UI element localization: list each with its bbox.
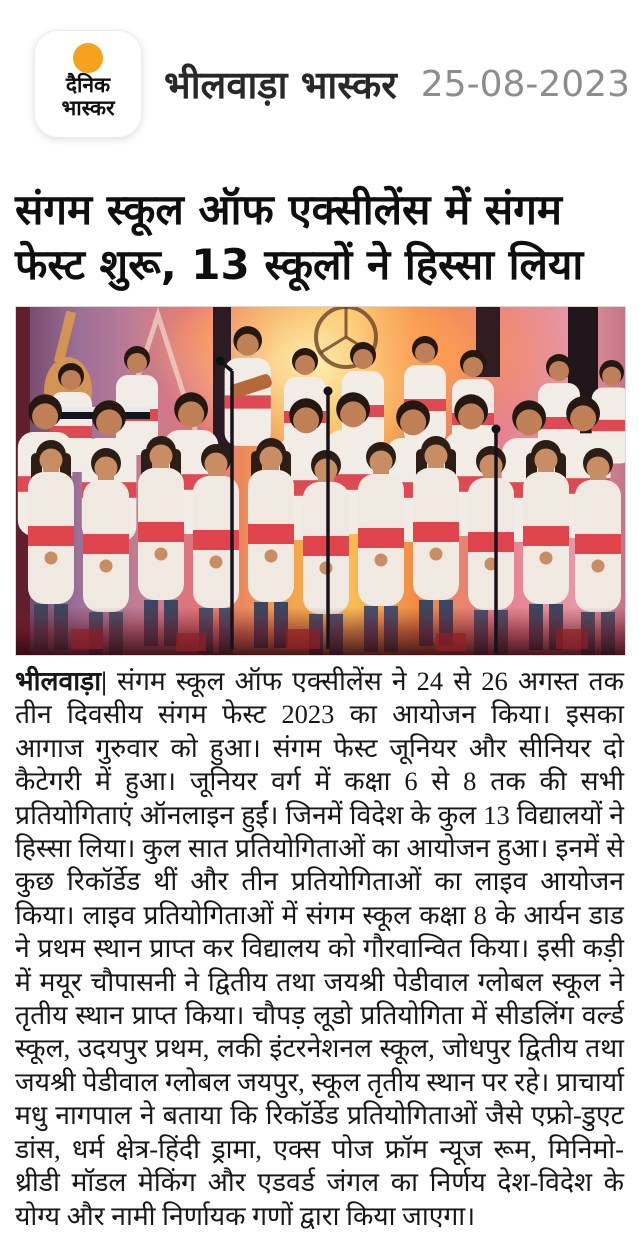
edition-title: भीलवाड़ा भास्कर (164, 63, 397, 107)
sun-icon (73, 43, 103, 73)
publication-date: 25-08-2023 (420, 63, 630, 105)
article-photo[interactable] (15, 306, 626, 656)
logo-text-line2: भास्कर (61, 96, 115, 120)
article-photo-container (15, 306, 624, 656)
photo-stage-floor (16, 607, 625, 655)
article-headline (15, 182, 624, 292)
app-header (0, 0, 639, 138)
article-body (15, 665, 624, 1233)
headline-line-2: फेस्ट शुरू, 13 स्कूलों ने हिस्सा लिया (15, 240, 584, 289)
logo-text-line1: दैनिक (65, 73, 111, 97)
article-body-text: संगम स्कूल ऑफ एक्सीलेंस ने 24 से 26 अगस्त तक तीन दिवसीय संगम फेस्ट 2023 का आयोजन किया। इसका आगाज गुरुवार को हुआ। संगम फेस्ट जूनियर और सीनियर दो कैटेगरी में हुआ। जूनियर वर्ग में कक्षा 6 से 8 तक की सभी प्रतियोगिताएं ऑनलाइन हुईं। जिनमें विदेश के कुल 13 विद्यालयों ने हिस्सा लिया। कुल सात प्रतियोगिताओं का आयोजन हुआ। इनमें से कुछ रिकॉर्डेड थीं और तीन प्रतियोगिताओं का लाइव आयोजन किया। लाइव प्रतियोगिताओं में संगम स्कूल कक्षा 8 के आर्यन डाड ने प्रथम स्थान प्राप्त कर विद्यालय को गौरवान्वित किया। इसी कड़ी में मयूर चौपासनी ने द्वितीय तथा जयश्री पेडीवाल ग्लोबल स्कूल ने तृतीय स्थान प्राप्त किया। चौपड़ लूडो प्रतियोगिता में सीडलिंग वर्ल्ड स्कूल, उदयपुर प्रथम, लकी इंटरनेशनल स्कूल, जोधपुर द्वितीय तथा जयश्री पेडीवाल ग्लोबल जयपुर, स्कूल तृतीय स्थान पर रहे। प्राचार्या मधु नागपाल ने बताया कि रिकॉर्डेड प्रतियोगिताओं जैसे एफ्रो-डुएट डांस, धर्म क्षेत्र-हिंदी ड्रामा, एक्स पोज फ्रॉम न्यूज रूम, मिनिमो-थ्रीडी मॉडल मेकिंग और एडवर्ड जंगल का निर्णय देश-विदेश के योग्य और नामी निर्णायक गणों द्वारा किया जाएगा। (15, 666, 625, 1231)
dainik-bhaskar-logo[interactable] (34, 30, 142, 138)
article-dateline: भीलवाड़ा| (15, 666, 107, 696)
headline-line-1: संगम स्कूल ऑफ एक्सीलेंस में संगम (15, 185, 562, 234)
